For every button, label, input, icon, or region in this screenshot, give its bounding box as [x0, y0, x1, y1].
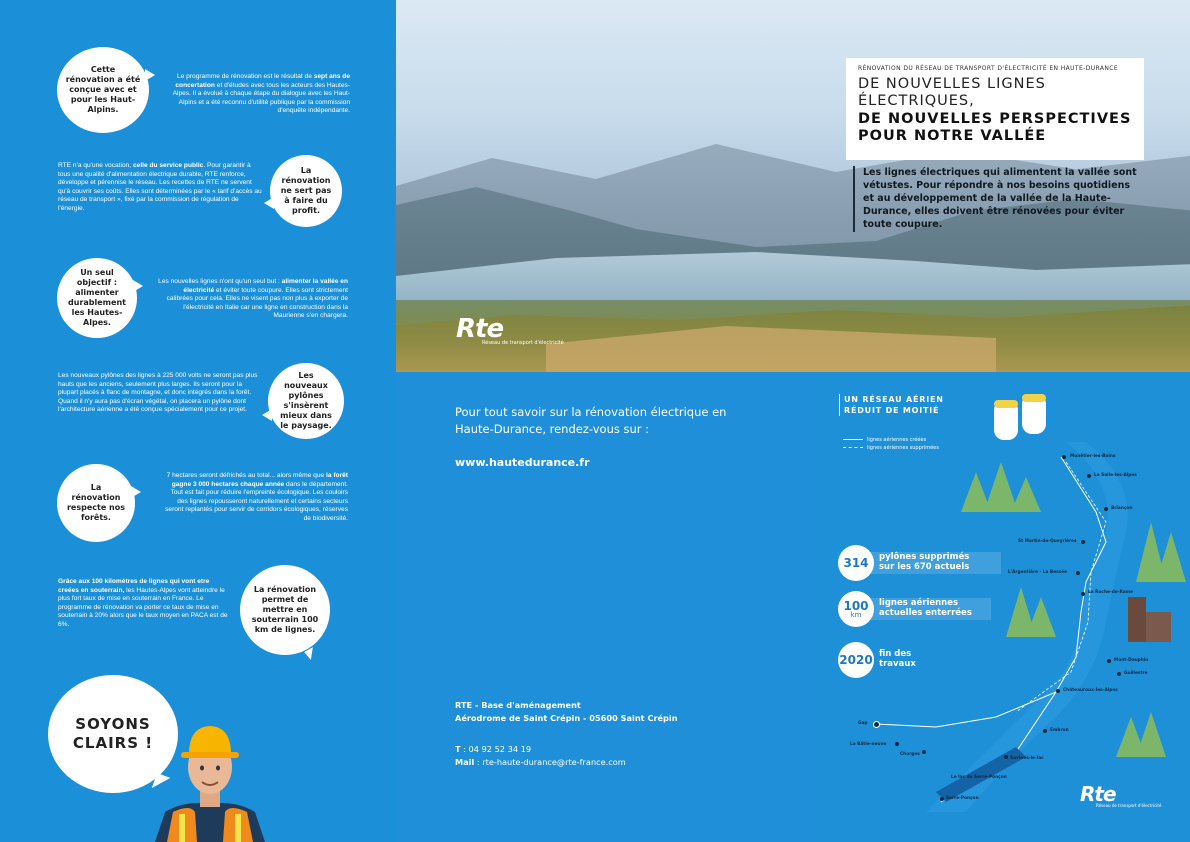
rte-logo: Rte Réseau de transport d'électricité	[456, 314, 564, 346]
bubble-objectif: Un seul objectif : alimenter durablement les Hautes-Alpes.	[57, 258, 137, 338]
cover-title-box	[846, 58, 1144, 160]
bubble-souterrain: La rénovation permet de mettre en souterrain 100 km de lignes.	[240, 565, 330, 655]
town-label: Serre-Ponçon	[946, 796, 979, 801]
text-pylones: Les nouveaux pylônes des lignes à 225 000 volts ne seront pas plus hauts que les anciens, seulement plus larges. Ils seront pour la plupart placés à flanc de montagne, et donc intégrés dans la forêt. Quand il n'y aura pas d'écran végétal, on placera un pylône dont l'architecture aérienne a été conçue spécialement pour ce projet.	[58, 372, 258, 414]
website-link[interactable]: www.hautedurance.fr	[455, 456, 590, 469]
text-forets: 7 hectares seront défrichés au total... alors même que la forêt gagne 3 000 hectares chaque année dans le département. Tout est fait pour réduire l'empreinte écologique. Les couloirs des lignes repousseront naturellement et certains secteurs seront replantés pour servir de corridors écologiques, réserves de biodiversité.	[165, 472, 348, 522]
town-label: Briançon	[1111, 506, 1133, 511]
town-label: St Martin-de-Queyrières	[1018, 539, 1077, 544]
bubble-concertation: Cette rénovation a été conçue avec et pour les Haut-Alpins.	[57, 47, 149, 133]
bubble-profit: La rénovation ne sert pas à faire du profit.	[270, 155, 342, 227]
stat-km: 100 km lignes aériennes actuelles enterrées	[838, 591, 972, 627]
stat-travaux: 2020 fin des travaux	[838, 642, 916, 678]
text-souterrain: Grâce aux 100 kilomètres de lignes qui vont etre creées en souterrain, les Hautes-Alpes vont atteindre le plus fort taux de mise en souterrain en France. Le programme de rénovation va porter ce taux de mise en souterrain à 20% alors que le taux moyen en PACA est de 6%.	[58, 578, 228, 628]
cover-intro: Les lignes électriques qui alimentent la vallée sont vétustes. Pour répondre à nos besoins quotidiens et au développement de la vallée de la Haute-Durance, elles doivent être rénovées pour éviter toute coupure.	[853, 166, 1143, 232]
text-concertation: Le programme de rénovation est le résultat de sept ans de concertation et d'études avec tous les acteurs des Hautes-Alpes. Il a évolué à chaque étape du dialogue avec les Haut-Alpins et a été reconnu d'utilité publique par la commission d'enquête indépendante.	[172, 73, 350, 115]
info-text: Pour tout savoir sur la rénovation électrique en Haute-Durance, rendez-vous sur :	[455, 405, 727, 436]
town-label: Le lac de Serre-Ponçon	[951, 775, 1007, 780]
town-label: La Salle-les-Alpes	[1094, 473, 1137, 478]
address-line: RTE - Base d'aménagement	[455, 700, 581, 710]
town-label: Gap	[858, 721, 868, 726]
town-label: La Bâtie-neuve	[850, 742, 887, 747]
address-line: Aérodrome de Saint Crépin - 05600 Saint Crépin	[455, 713, 678, 723]
soyons-clairs-bubble: SOYONS CLAIRS !	[48, 675, 178, 793]
text-service-public: RTE n'a qu'une vocation, celle du service public. Pour garantir à tous une qualité d'alimentation électrique durable, RTE renforce, développe et pérennise le réseau. Les recettes de RTE ne servent qu'à couvrir ses coûts. Elles sont déterminées par le « tarif d'accès au réseau de transport », fixé par la commission de régulation de l'énergie.	[58, 162, 262, 212]
town-label: La Roche-de-Rame	[1088, 590, 1134, 595]
contact-panel	[396, 372, 816, 842]
town-label: Guillestre	[1124, 671, 1148, 676]
cover-title-line: DE NOUVELLES PERSPECTIVES	[858, 110, 1132, 127]
town-label: Embrun	[1050, 728, 1069, 733]
cover-title-line: DE NOUVELLES LIGNES	[858, 76, 1046, 92]
map-legend: lignes aériennes créées lignes aériennes supprimées	[843, 437, 939, 452]
stat-pylones: 314 pylônes supprimés sur les 670 actuels	[838, 545, 969, 581]
town-label: Savines-le-lac	[1010, 756, 1044, 761]
cover-kicker: RÉNOVATION DU RÉSEAU DE TRANSPORT D'ÉLECTRICITÉ EN HAUTE-DURANCE	[858, 65, 1119, 72]
map-title: UN RÉSEAU AÉRIEN RÉDUIT DE MOITIÉ	[839, 394, 944, 416]
text-objectif: Les nouvelles lignes n'ont qu'un seul but : alimenter la vallée en électricité et éviter toute coupure. Elles sont strictement calibrées pour cela. Elles ne visent pas non plus à exporter de l'électricité en Italie car une ligne en construction dans la Maurienne s'en chargera.	[158, 278, 348, 320]
town-label: Châteauroux-les-Alpes	[1063, 688, 1118, 693]
worker-illustration	[145, 712, 275, 842]
email[interactable]: Mail : rte-haute-durance@rte-france.com	[455, 757, 626, 767]
town-label: Monêtier-les-Bains	[1070, 454, 1116, 459]
town-label: Chorges	[900, 752, 920, 757]
town-label: Mont-Dauphin	[1114, 658, 1149, 663]
left-panel	[0, 0, 395, 842]
phone: T : 04 92 52 34 19	[455, 744, 532, 754]
bubble-forets: La rénovation respecte nos forêts.	[57, 464, 135, 542]
rte-logo-map: Rte Réseau de transport d'électricité	[1080, 782, 1162, 808]
bubble-pylones: Les nouveaux pylônes s'insèrent mieux dans le paysage.	[268, 363, 344, 439]
town-label: L'Argentière - La Bessée	[1008, 570, 1068, 575]
cover-title-line: ÉLECTRIQUES,	[858, 93, 975, 110]
cover-title-line: POUR NOTRE VALLÉE	[858, 128, 1047, 145]
